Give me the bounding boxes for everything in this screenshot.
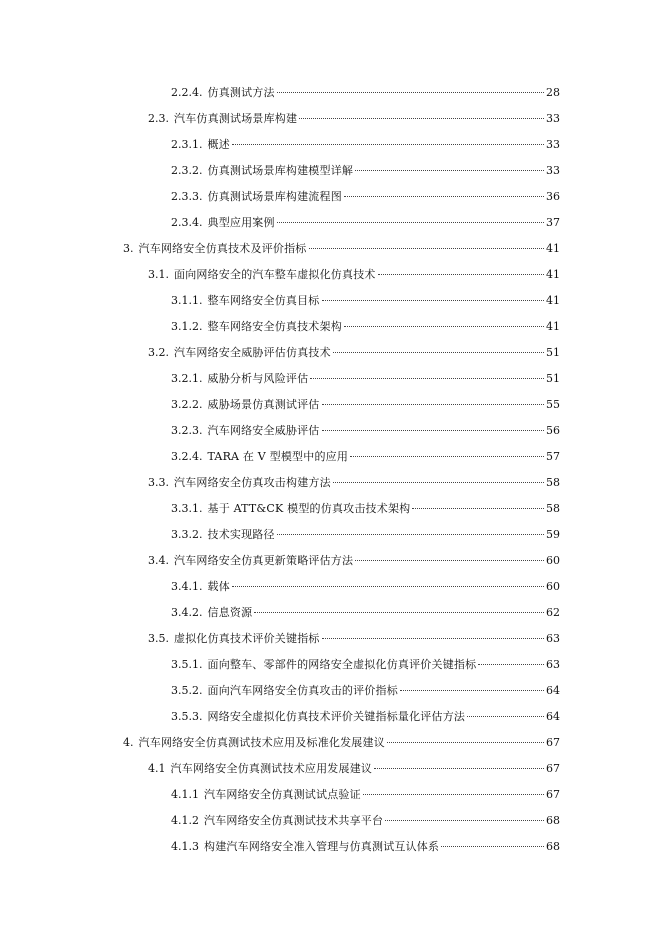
toc-entry-number: 3.3.1.	[171, 502, 203, 515]
dot-leader	[277, 222, 544, 223]
toc-entry[interactable]	[171, 136, 560, 154]
toc-entry[interactable]	[171, 214, 560, 232]
toc-entry-number: 3.4.1.	[171, 580, 203, 593]
toc-entry[interactable]	[171, 838, 560, 856]
toc-entry[interactable]	[171, 500, 560, 518]
toc-entry-number: 3.5.1.	[171, 658, 203, 671]
toc-entry-title: 汽车网络安全威胁评估	[207, 424, 320, 437]
dot-leader	[322, 300, 545, 301]
toc-entry-title: 汽车网络安全仿真技术及评价指标	[138, 242, 307, 255]
toc-entry-title: 技术实现路径	[207, 528, 275, 541]
toc-entry[interactable]	[171, 526, 560, 544]
toc-entry[interactable]	[171, 370, 560, 388]
toc-entry-page: 68	[546, 814, 560, 827]
dot-leader	[310, 378, 544, 379]
toc-entry-number: 3.5.	[148, 632, 169, 645]
toc-entry-page: 63	[546, 658, 560, 671]
toc-entry-title: 汽车网络安全仿真攻击构建方法	[174, 476, 331, 489]
toc-entry-title: 载体	[207, 580, 230, 593]
toc-entry-number: 2.2.4.	[171, 86, 203, 99]
toc-entry-title: 仿真测试场景库构建模型详解	[207, 164, 354, 177]
toc-entry-page: 60	[546, 554, 560, 567]
dot-leader	[299, 118, 544, 119]
toc-entry-title: 网络安全虚拟化仿真技术评价关键指标量化评估方法	[207, 710, 466, 723]
toc-entry[interactable]	[171, 162, 560, 180]
toc-entry-title: 虚拟化仿真技术评价关键指标	[174, 632, 320, 645]
toc-entry[interactable]	[148, 474, 560, 492]
toc-entry-page: 33	[546, 164, 560, 177]
toc-entry-number: 3.	[123, 242, 134, 255]
toc-entry[interactable]	[171, 812, 560, 830]
toc-entry-number: 3.4.2.	[171, 606, 203, 619]
toc-entry-title: 仿真测试方法	[207, 86, 275, 99]
toc-entry-page: 28	[546, 86, 560, 99]
toc-entry[interactable]	[123, 240, 560, 258]
toc-entry-page: 68	[546, 840, 560, 853]
toc-entry-page: 67	[546, 762, 560, 775]
dot-leader	[400, 690, 544, 691]
toc-entry[interactable]	[171, 578, 560, 596]
toc-entry-number: 3.1.2.	[171, 320, 203, 333]
dot-leader	[322, 404, 545, 405]
toc-entry-title: 汽车仿真测试场景库构建	[174, 112, 298, 125]
toc-entry-page: 58	[546, 502, 560, 515]
toc-entry-title: 整车网络安全仿真技术架构	[207, 320, 342, 333]
toc-entry-page: 33	[546, 138, 560, 151]
toc-entry-page: 60	[546, 580, 560, 593]
dot-leader	[309, 248, 545, 249]
dot-leader	[277, 534, 544, 535]
toc-entry[interactable]	[148, 630, 560, 648]
dot-leader	[355, 560, 544, 561]
dot-leader	[344, 196, 544, 197]
toc-entry-page: 55	[546, 398, 560, 411]
toc-entry-page: 51	[546, 372, 560, 385]
dot-leader	[232, 586, 544, 587]
toc-entry[interactable]	[171, 318, 560, 336]
toc-entry-page: 67	[546, 788, 560, 801]
toc-entry-title: 构建汽车网络安全准入管理与仿真测试互认体系	[204, 840, 440, 853]
toc-entry-page: 57	[546, 450, 560, 463]
dot-leader	[333, 482, 544, 483]
toc-entry-page: 41	[546, 294, 560, 307]
toc-entry-title: 汽车网络安全仿真测试试点验证	[204, 788, 361, 801]
toc-entry-title: 概述	[207, 138, 230, 151]
toc-entry[interactable]	[171, 188, 560, 206]
dot-leader	[412, 508, 544, 509]
toc-entry-number: 3.4.	[148, 554, 169, 567]
toc-entry-title: 威胁分析与风险评估	[207, 372, 309, 385]
dot-leader	[387, 742, 544, 743]
toc-entry-title: TARA 在 V 型模型中的应用	[207, 450, 349, 463]
toc-entry-title: 汽车网络安全仿真测试技术应用发展建议	[170, 762, 373, 775]
toc-entry[interactable]	[148, 110, 560, 128]
toc-entry-title: 典型应用案例	[207, 216, 275, 229]
toc-entry-title: 威胁场景仿真测试评估	[207, 398, 320, 411]
toc-entry[interactable]	[171, 422, 560, 440]
toc-entry-number: 3.1.1.	[171, 294, 203, 307]
toc-entry-number: 2.3.2.	[171, 164, 203, 177]
toc-entry-number: 3.2.1.	[171, 372, 203, 385]
toc-entry-page: 56	[546, 424, 560, 437]
toc-entry-number: 4.1	[148, 762, 166, 775]
toc-entry-page: 33	[546, 112, 560, 125]
toc-entry[interactable]	[148, 344, 560, 362]
toc-entry-title: 基于 ATT&CK 模型的仿真攻击技术架构	[207, 502, 411, 515]
dot-leader	[333, 352, 544, 353]
toc-entry-number: 4.	[123, 736, 134, 749]
toc-entry[interactable]	[148, 552, 560, 570]
toc-entry-number: 3.2.3.	[171, 424, 203, 437]
toc-entry-page: 41	[546, 320, 560, 333]
toc-entry-number: 3.5.3.	[171, 710, 203, 723]
toc-entry-page: 37	[546, 216, 560, 229]
toc-entry-page: 64	[546, 710, 560, 723]
toc-entry[interactable]	[171, 396, 560, 414]
dot-leader	[277, 92, 544, 93]
toc-entry-page: 67	[546, 736, 560, 749]
toc-entry[interactable]	[171, 656, 560, 674]
toc-entry-title: 信息资源	[207, 606, 253, 619]
toc-entry-title: 汽车网络安全仿真更新策略评估方法	[174, 554, 354, 567]
toc-entry-number: 2.3.4.	[171, 216, 203, 229]
toc-entry-number: 2.3.1.	[171, 138, 203, 151]
dot-leader	[441, 846, 544, 847]
toc-entry-number: 4.1.2	[171, 814, 199, 827]
toc-entry-number: 3.2.	[148, 346, 169, 359]
dot-leader	[232, 144, 544, 145]
toc-entry-page: 59	[546, 528, 560, 541]
dot-leader	[378, 274, 544, 275]
dot-leader	[355, 170, 544, 171]
toc-entry-number: 2.3.	[148, 112, 169, 125]
toc-entry-page: 36	[546, 190, 560, 203]
dot-leader	[254, 612, 544, 613]
toc-entry-number: 4.1.3	[171, 840, 199, 853]
toc-entry-title: 仿真测试场景库构建流程图	[207, 190, 342, 203]
toc-entry-number: 3.5.2.	[171, 684, 203, 697]
toc-entry-number: 3.3.	[148, 476, 169, 489]
toc-entry[interactable]	[171, 84, 560, 102]
toc-entry-number: 3.3.2.	[171, 528, 203, 541]
toc-entry[interactable]	[171, 292, 560, 310]
toc-entry[interactable]	[148, 760, 560, 778]
dot-leader	[350, 456, 544, 457]
toc-entry-page: 41	[546, 242, 560, 255]
toc-entry-title: 面向汽车网络安全仿真攻击的评价指标	[207, 684, 398, 697]
toc-entry-number: 3.2.4.	[171, 450, 203, 463]
toc-entry-page: 64	[546, 684, 560, 697]
toc-entry[interactable]	[171, 448, 560, 466]
dot-leader	[374, 768, 544, 769]
toc-entry-number: 2.3.3.	[171, 190, 203, 203]
toc-entry[interactable]	[123, 734, 560, 752]
toc-entry-title: 汽车网络安全仿真测试技术共享平台	[204, 814, 384, 827]
dot-leader	[344, 326, 544, 327]
toc-entry[interactable]	[171, 786, 560, 804]
dot-leader	[322, 638, 544, 639]
dot-leader	[478, 664, 544, 665]
toc-entry-title: 面向网络安全的汽车整车虚拟化仿真技术	[174, 268, 376, 281]
toc-entry-page: 41	[546, 268, 560, 281]
dot-leader	[385, 820, 544, 821]
dot-leader	[467, 716, 544, 717]
toc-entry-title: 汽车网络安全威胁评估仿真技术	[174, 346, 331, 359]
dot-leader	[322, 430, 545, 431]
toc-entry-page: 51	[546, 346, 560, 359]
toc-entry-number: 3.1.	[148, 268, 169, 281]
toc-entry[interactable]	[148, 266, 560, 284]
toc-entry-number: 3.2.2.	[171, 398, 203, 411]
toc-entry[interactable]	[171, 708, 560, 726]
toc-entry-page: 62	[546, 606, 560, 619]
dot-leader	[363, 794, 544, 795]
toc-entry[interactable]	[171, 682, 560, 700]
toc-entry-number: 4.1.1	[171, 788, 199, 801]
toc-entry-title: 汽车网络安全仿真测试技术应用及标准化发展建议	[138, 736, 385, 749]
toc-entry-page: 63	[546, 632, 560, 645]
toc-entry-page: 58	[546, 476, 560, 489]
toc-entry-title: 整车网络安全仿真目标	[207, 294, 320, 307]
toc-entry[interactable]	[171, 604, 560, 622]
toc-entry-title: 面向整车、零部件的网络安全虚拟化仿真评价关键指标	[207, 658, 477, 671]
